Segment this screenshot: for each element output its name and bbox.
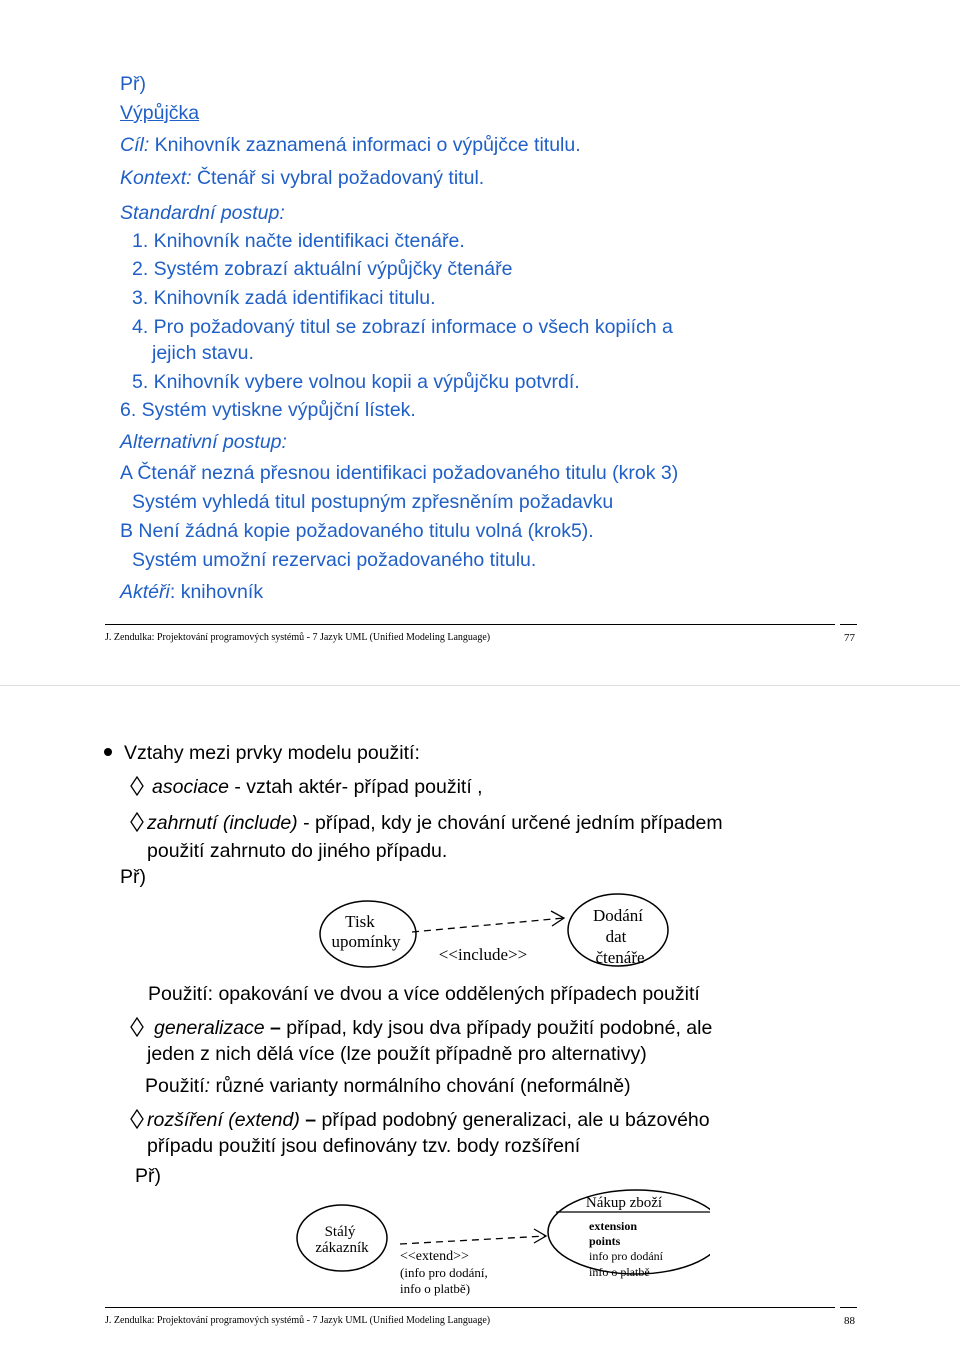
assoc-term: asociace: [152, 776, 229, 798]
gen-line-2: jeden z nich dělá více (lze použít případně pro alternativy): [147, 1043, 647, 1065]
footer-text: J. Zendulka: Projektování programových systémů - 7 Jazyk UML (Unified Modeling Language): [105, 632, 491, 643]
actors-text: : knihovník: [169, 581, 264, 603]
context-line: [120, 166, 484, 190]
extend-label-2: (info pro dodání,: [400, 1265, 488, 1280]
step-6: 6. Systém vytiskne výpůjční lístek.: [120, 399, 416, 421]
relations-heading: Vztahy mezi prvky modelu použití:: [124, 742, 420, 764]
page-number: 77: [844, 632, 855, 644]
usage-2: [145, 1073, 631, 1099]
ext-line-2: případu použití jsou definovány tzv. body rozšíření: [147, 1135, 581, 1157]
page-number-2: 88: [844, 1315, 855, 1327]
alt-a: A Čtenář nezná přesnou identifikaci požadovaného titulu (krok 3): [120, 462, 679, 484]
include-term: zahrnutí (include): [147, 812, 298, 834]
usage-2-text: různé varianty normálního chování (neformálně): [210, 1075, 631, 1097]
step-4-cont: jejich stavu.: [152, 342, 254, 364]
gen-term: generalizace: [154, 1017, 265, 1039]
gen-text: případ, kdy jsou dva případy použití podobné, ale: [280, 1017, 713, 1039]
footer-rule-short-2: [840, 1307, 857, 1308]
include-text: - případ, kdy je chování určené jedním případem: [297, 812, 723, 834]
include-line: [147, 810, 723, 836]
ext-term: rozšíření (extend): [147, 1109, 300, 1131]
example-label-1: Př): [120, 866, 146, 888]
bullet-dot-icon: [104, 748, 112, 756]
context-text: Čtenář si vybral požadovaný titul.: [191, 167, 485, 189]
use-case-right-line2: dat: [605, 927, 627, 946]
include-arrow-line: [412, 918, 564, 932]
purchase-title: Nákup zboží: [585, 1195, 663, 1211]
include-line-2: použití zahrnuto do jiného případu.: [147, 840, 448, 862]
actors-label: Aktéři: [120, 581, 170, 603]
step-5: 5. Knihovník vybere volnou kopii a výpůjčku potvrdí.: [132, 371, 580, 393]
use-case-title: Výpůjčka: [120, 102, 200, 124]
alt-b-cont: Systém umožní rezervaci požadovaného titulu.: [132, 549, 537, 571]
ext-points-line3: info pro dodání: [589, 1249, 663, 1263]
customer-line1: Stálý: [324, 1224, 356, 1240]
include-diagram: [300, 888, 680, 980]
gen-dash: –: [264, 1017, 281, 1039]
include-label: <<include>>: [438, 945, 528, 964]
step-3: 3. Knihovník zadá identifikaci titulu.: [132, 287, 436, 309]
footer-text-2: J. Zendulka: Projektování programových systémů - 7 Jazyk UML (Unified Modeling Language): [105, 1315, 491, 1326]
ext-points-line1: extension: [589, 1219, 637, 1233]
use-case-right-line3: čtenáře: [595, 948, 645, 967]
extend-arrow-line: [400, 1236, 546, 1244]
footer-rule-short: [840, 624, 857, 625]
assoc-line: [152, 774, 483, 800]
use-case-right-line1: Dodání: [592, 906, 644, 925]
step-1: 1. Knihovník načte identifikaci čtenáře.: [132, 230, 465, 252]
extend-label: <<extend>>: [400, 1249, 469, 1264]
alt-b: B Není žádná kopie požadovaného titulu volná (krok5).: [120, 520, 594, 542]
diamond-outline-icon: [130, 1109, 144, 1129]
ext-line: [147, 1107, 710, 1133]
goal-line: [120, 133, 581, 157]
example-label: Př): [120, 73, 146, 95]
usage-2-label: Použití: [145, 1075, 205, 1097]
footer-rule-2: [105, 1307, 835, 1308]
use-case-left-line2: upomínky: [331, 932, 401, 951]
page-separator: [0, 685, 960, 686]
diamond-outline-icon: [130, 1017, 144, 1037]
ext-points-line4: info o platbě: [589, 1265, 650, 1279]
footer-rule: [105, 624, 835, 625]
step-4: 4. Pro požadovaný titul se zobrazí informace o všech kopiích a: [132, 316, 673, 338]
standard-label: Standardní postup:: [120, 202, 285, 224]
usage-2-colon: :: [204, 1075, 211, 1097]
gen-line: [154, 1015, 712, 1041]
ext-points-line2: points: [589, 1234, 621, 1248]
ext-dash: –: [299, 1109, 317, 1131]
context-label: Kontext:: [120, 167, 192, 189]
goal-label: Cíl:: [120, 134, 150, 156]
usage-1: Použití: opakování ve dvou a více oddělených případech použití: [148, 983, 700, 1005]
diamond-outline-icon: [130, 776, 144, 796]
extend-label-3: info o platbě): [400, 1281, 471, 1296]
step-2: 2. Systém zobrazí aktuální výpůjčky čtenáře: [132, 258, 513, 280]
diamond-outline-icon: [130, 812, 144, 832]
alt-label: Alternativní postup:: [120, 431, 287, 453]
assoc-text: - vztah aktér- případ použití ,: [228, 776, 483, 798]
extend-diagram: [290, 1188, 710, 1300]
alt-a-cont: Systém vyhledá titul postupným zpřesněním požadavku: [132, 491, 614, 513]
ext-text: případ podobný generalizaci, ale u bázového: [316, 1109, 710, 1131]
goal-text: Knihovník zaznamená informaci o výpůjčce titulu.: [149, 134, 581, 156]
example-label-2: Př): [135, 1165, 161, 1187]
actors-line: [120, 580, 263, 604]
customer-line2: zákazník: [315, 1240, 369, 1256]
use-case-left-line1: Tisk: [345, 912, 375, 931]
